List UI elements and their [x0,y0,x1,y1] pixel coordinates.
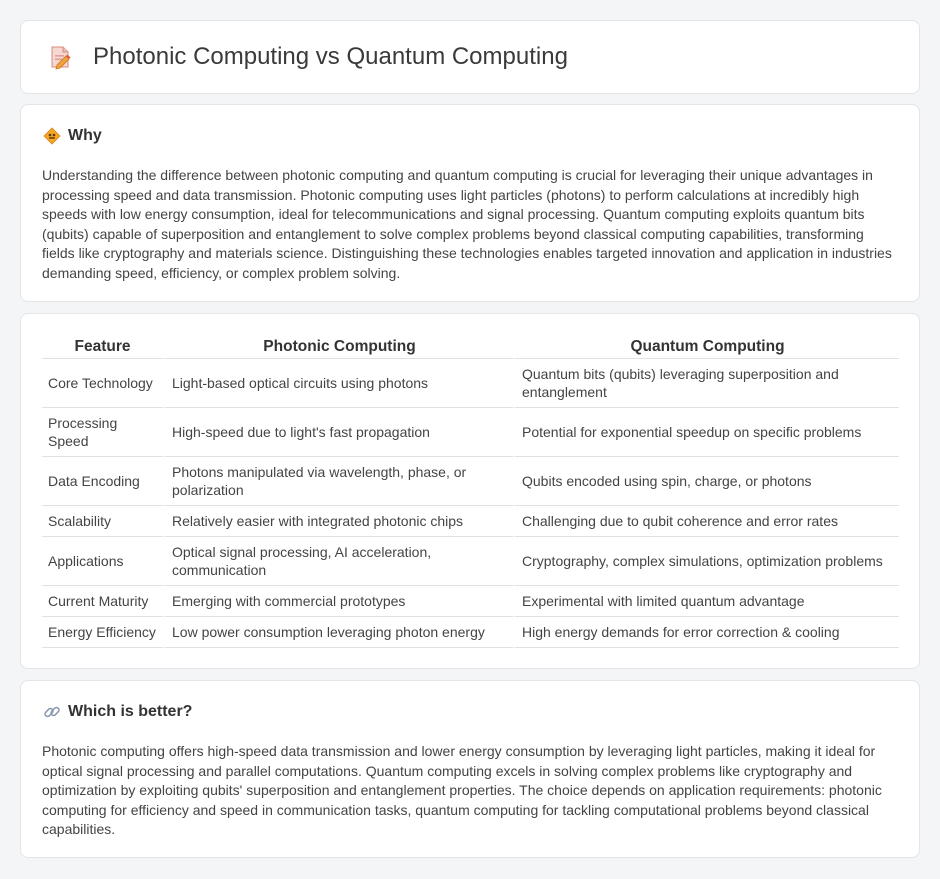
table-row [42,359,899,408]
header-feature: Feature [42,335,163,359]
photonic-cell: Low power consumption leveraging photon energy [163,617,513,648]
diamond-sign-icon [43,127,61,145]
why-section [20,104,920,302]
table-row [42,537,899,586]
why-title: Why [68,127,102,144]
document-pencil-icon [47,44,73,70]
better-heading [43,703,192,721]
feature-cell: Current Maturity [42,586,163,617]
quantum-cell: Experimental with limited quantum advantage [513,586,899,617]
feature-cell: Data Encoding [42,457,163,506]
feature-cell: Applications [42,537,163,586]
table-row [42,617,899,648]
table-header-row [42,335,899,359]
photonic-cell: High-speed due to light's fast propagation [163,408,513,457]
why-body: Understanding the difference between photonic computing and quantum computing is crucial for leveraging their unique advantages in processing speed and data transmission. Photonic computing uses light particles (photons) to perform calculations at incredibly high speeds with low energy consumption, ideal for telecommunications and signal processing. Quantum computing exploits quantum bits (qubits) capable of superposition and entanglement to solve complex problems beyond classical computing capabilities, transforming fields like cryptography and materials science. Distinguishing these technologies enables targeted innovation and application in industries demanding speed, efficiency, or complex problem solving. [42,167,892,281]
photonic-cell: Light-based optical circuits using photons [163,359,513,408]
table-row [42,457,899,506]
comparison-table [42,335,899,648]
feature-cell: Core Technology [42,359,163,408]
quantum-cell: Cryptography, complex simulations, optimization problems [513,537,899,586]
quantum-cell: Potential for exponential speedup on specific problems [513,408,899,457]
table-row [42,408,899,457]
quantum-cell: Quantum bits (qubits) leveraging superposition and entanglement [513,359,899,408]
feature-cell: Scalability [42,506,163,537]
feature-cell: Processing Speed [42,408,163,457]
table-row [42,506,899,537]
quantum-cell: High energy demands for error correction & cooling [513,617,899,648]
page-title: Photonic Computing vs Quantum Computing [93,43,568,70]
header-photonic: Photonic Computing [163,335,513,359]
photonic-cell: Relatively easier with integrated photonic chips [163,506,513,537]
quantum-cell: Challenging due to qubit coherence and error rates [513,506,899,537]
table-row [42,586,899,617]
why-heading [43,127,102,145]
link-icon [43,703,61,721]
photonic-cell: Photons manipulated via wavelength, phase, or polarization [163,457,513,506]
header-quantum: Quantum Computing [513,335,899,359]
better-title: Which is better? [68,703,193,720]
photonic-cell: Emerging with commercial prototypes [163,586,513,617]
comparison-section [20,313,920,669]
better-body: Photonic computing offers high-speed data transmission and lower energy consumption by leveraging light particles, making it ideal for optical signal processing and parallel computations. Quantum computing excels in solving complex problems like cryptography and optimization by exploiting qubits' superposition and entanglement properties. The choice depends on application requirements: photonic computing for efficiency and speed in communication tasks, quantum computing for tackling computational problems beyond classical capabilities. [42,743,882,837]
feature-cell: Energy Efficiency [42,617,163,648]
photonic-cell: Optical signal processing, AI acceleration, communication [163,537,513,586]
which-is-better-section [20,680,920,858]
header-card [20,20,920,94]
quantum-cell: Qubits encoded using spin, charge, or photons [513,457,899,506]
